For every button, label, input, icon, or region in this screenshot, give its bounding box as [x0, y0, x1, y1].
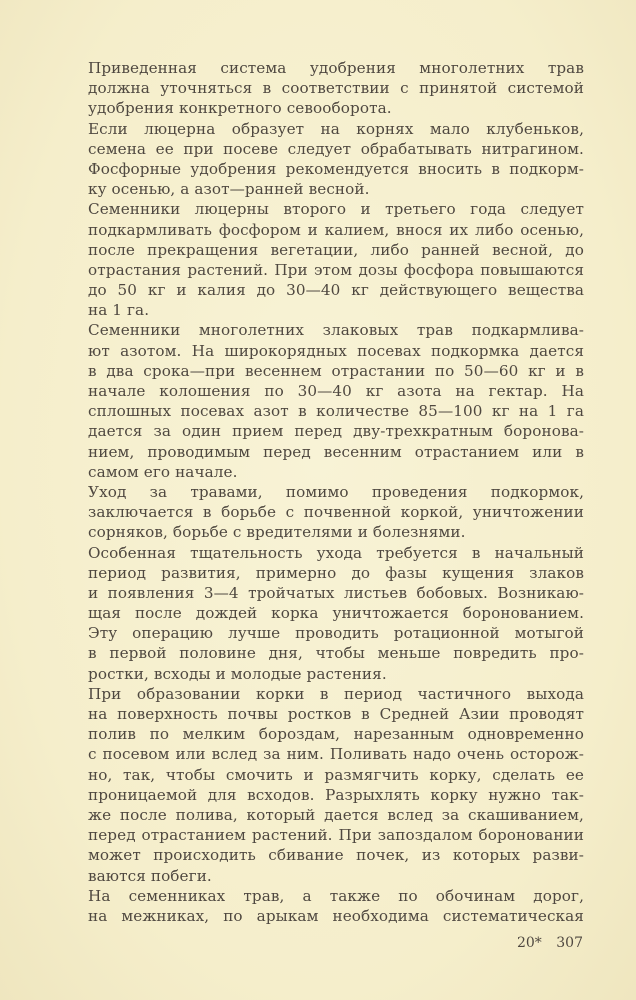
page-footer [517, 935, 583, 951]
text-line: заключается в борьбе с почвенной коркой, уничтожении [88, 503, 584, 522]
text-line: сплошных посевах азот в количестве 85—100 кг на 1 га [88, 402, 584, 421]
text-line: дается за один прием перед дву-трехкратным боронова- [88, 422, 584, 441]
text-line: начале колошения по 30—40 кг азота на гектар. На [88, 382, 584, 400]
body-text [88, 58, 584, 926]
text-line: в два срока—при весеннем отрастании по 50—60 кг и в [88, 361, 584, 380]
paragraph [88, 886, 584, 926]
paragraph [88, 684, 584, 886]
text-line: ют азотом. На широкорядных посевах подкормка дается [88, 341, 584, 360]
text-line: самом его начале. [88, 462, 238, 481]
text-line: проницаемой для всходов. Разрыхлять корку нужно так- [88, 785, 584, 804]
text-line: Семенники люцерны второго и третьего года следует [88, 200, 584, 219]
text-line: с посевом или вслед за ним. Поливать надо очень осторож- [88, 745, 584, 764]
text-line: Приведенная система удобрения многолетних трав [88, 59, 584, 77]
paragraph [88, 320, 584, 482]
text-line: ростки, всходы и молодые растения. [88, 664, 387, 683]
text-line: Уход за травами, помимо проведения подкормок, [88, 482, 584, 501]
text-line: же после полива, который дается вслед за скашиванием, [88, 805, 584, 824]
text-line: При образовании корки в период частичного выхода [88, 684, 584, 703]
text-line: на поверхность почвы ростков в Средней Азии проводят [88, 705, 584, 723]
text-line: семена ее при посеве следует обрабатывать нитрагином. [88, 139, 584, 158]
text-line: до 50 кг и калия до 30—40 кг действующего вещества [88, 281, 584, 300]
text-line: Семенники многолетних злаковых трав подкармлива- [88, 321, 584, 340]
text-line: ваются побеги. [88, 866, 212, 885]
paragraph [88, 543, 584, 684]
text-line: полив по мелким бороздам, нарезанным одновременно [88, 725, 584, 744]
text-line: и появления 3—4 тройчатых листьев бобовых. Возникаю- [88, 583, 584, 602]
text-line: на межниках, по арыкам необходима систематическая [88, 906, 584, 925]
text-line: удобрения конкретного севооборота. [88, 99, 392, 118]
text-line: должна уточняться в соответствии с принятой системой [88, 79, 584, 98]
text-line: отрастания растений. При этом дозы фосфора повышаются [88, 260, 584, 279]
text-line: нием, проводимым перед весенним отрастанием или в [88, 442, 584, 461]
paragraph [88, 199, 584, 320]
text-line: Если люцерна образует на корнях мало клубеньков, [88, 119, 584, 138]
paragraph [88, 58, 584, 119]
page-number: 307 [556, 935, 583, 951]
text-line: ку осенью, а азот—ранней весной. [88, 180, 370, 199]
text-line: период развития, примерно до фазы кущения злаков [88, 563, 584, 582]
text-line: но, так, чтобы смочить и размягчить корку, сделать ее [88, 765, 584, 784]
text-line: щая после дождей корка уничтожается боронованием. [88, 604, 584, 623]
paragraph [88, 119, 584, 200]
text-line: может происходить сбивание почек, из которых разви- [88, 846, 584, 865]
text-line: на 1 га. [88, 301, 150, 320]
text-line: Особенная тщательность ухода требуется в начальный [88, 543, 584, 562]
text-line: На семенниках трав, а также по обочинам дорог, [88, 886, 584, 905]
printer-signature-mark: 20* [516, 935, 542, 951]
text-line: в первой половине дня, чтобы меньше повредить про- [88, 644, 584, 663]
text-line: перед отрастанием растений. При запоздалом бороновании [88, 826, 584, 845]
text-line: после прекращения вегетации, либо ранней весной, до [88, 240, 584, 259]
paragraph [88, 482, 584, 543]
text-line: сорняков, борьбе с вредителями и болезнями. [88, 523, 466, 542]
text-line: подкармливать фосфором и калием, внося их либо осенью, [88, 220, 584, 239]
text-line: Фосфорные удобрения рекомендуется вносить в подкорм- [88, 159, 584, 178]
text-line: Эту операцию лучше проводить ротационной мотыгой [88, 624, 584, 643]
